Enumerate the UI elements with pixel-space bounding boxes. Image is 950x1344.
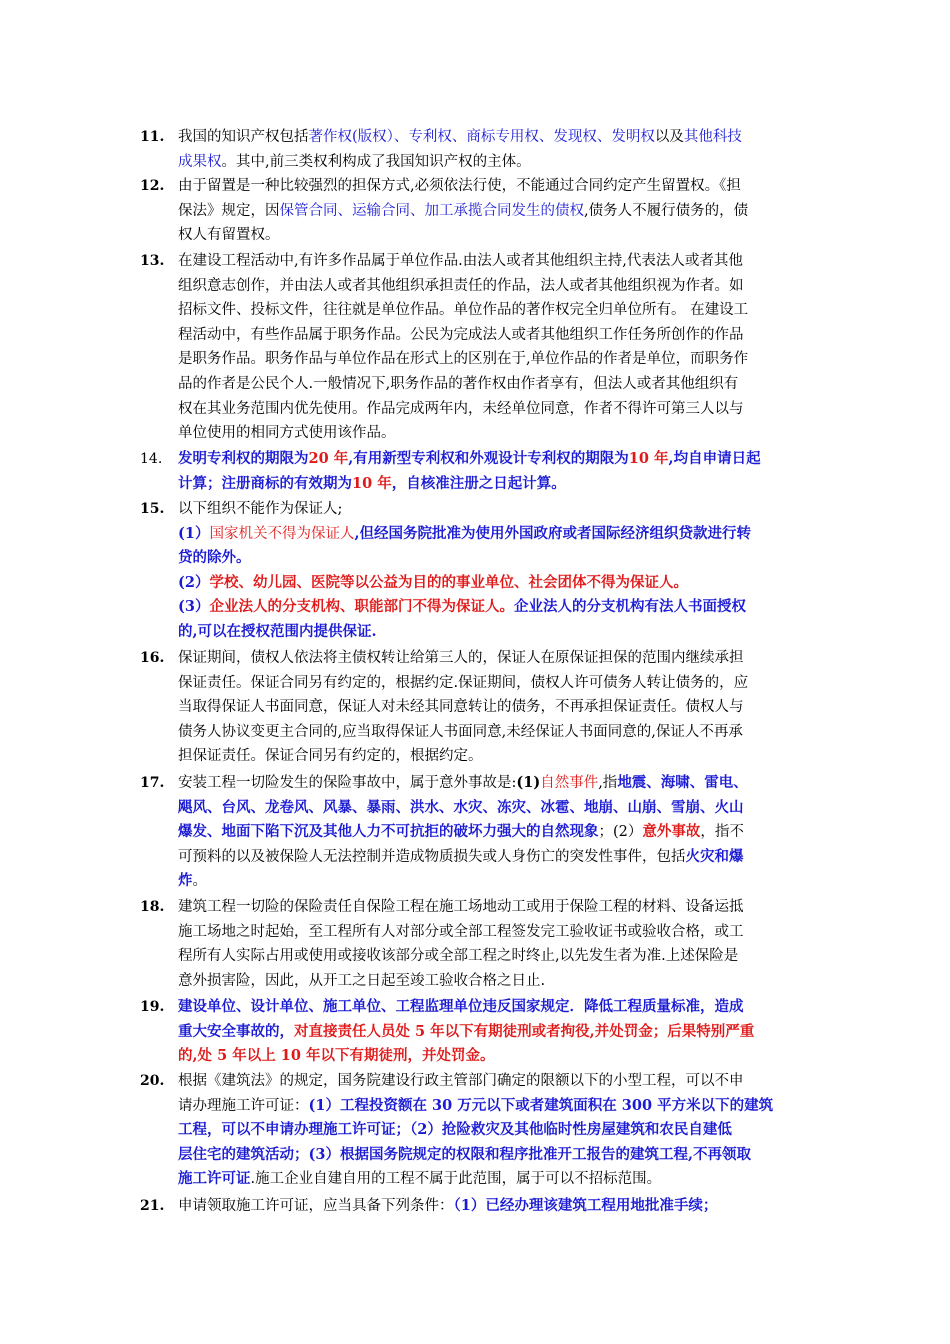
text-run: 施工场地之时起始，至工程所有人对部分或全部工程签发完工验收证书或验收合格，或工 — [178, 923, 744, 940]
text-line — [178, 1045, 495, 1067]
text-line — [178, 596, 746, 618]
text-run: 贷的除外。 — [178, 549, 251, 567]
text-run: 我国的知识产权包括 — [178, 129, 309, 145]
text-run: 飓风、台风、龙卷风、风暴、暴雨、洪水、水灾、冻灾、冰雹、地崩、山崩、雪崩、火山 — [178, 798, 744, 816]
text-run: .施工企业自建自用的工程不属于此范围，属于可以不招标范围。 — [250, 1171, 662, 1188]
text-line — [178, 448, 761, 470]
text-run: 以下组织不能作为保证人; — [178, 501, 343, 517]
text-line — [178, 721, 743, 743]
text-line — [178, 621, 377, 643]
text-line — [178, 1144, 751, 1166]
text-run: ，指不 — [700, 824, 744, 841]
text-run: 的,处 5 年以上 10 年以下有期徒刑，并处罚金。 — [178, 1047, 495, 1065]
text-run: 的,可以在授权范围内提供保证. — [178, 623, 377, 640]
text-run: ,但经国务院批准为使用外国政府或者国际经济组织贷款进行转 — [354, 524, 751, 542]
text-run: 发明专利权的期限为 — [178, 450, 309, 467]
text-run: 自然事件 — [540, 775, 599, 791]
text-run: 当取得保证人书面同意，保证人对未经其同意转让的债务，不再承担保证责任。债权人与 — [178, 699, 744, 716]
text-run: 保管合同、运输合同、加工承揽合同发生的债权 — [279, 202, 584, 219]
text-run: (1）工程投资额在 30 万元以下或者建筑面积在 300 平方米以下的建筑 — [308, 1096, 774, 1114]
text-run: 由于留置是一种比较强烈的担保方式,必须依法行使，不能通过合同约定产生留置权。《担 — [178, 178, 741, 194]
text-run: 成果权 — [178, 153, 222, 170]
text-run: ,均自申请日起 — [668, 450, 761, 467]
text-run: 是职务作品。职务作品与单位作品在形式上的区别在于,单位作品的作者是单位，而职务作 — [178, 351, 749, 368]
text-run: 工程，可以不申请办理施工许可证；（2）抢险救灾及其他临时性房屋建筑和农民自建低 — [178, 1121, 732, 1139]
text-run: 意外事故 — [642, 823, 701, 841]
text-line — [178, 772, 748, 794]
text-run: 炸 — [178, 872, 193, 890]
text-run: 保证责任。保证合同另有约定的，根据约定.保证期间，债权人许可债务人转让债务的，应 — [178, 674, 749, 691]
text-run: 程活动中，有些作品属于职务作品。公民为完成法人或者其他组织工作任务所创作的作品 — [178, 326, 744, 343]
text-run: 根据《建筑法》的规定，国务院建设行政主管部门确定的限额以下的小型工程，可以不申 — [178, 1073, 744, 1089]
text-line — [178, 970, 545, 992]
item-number: 15. — [140, 501, 165, 517]
item-number: 17. — [140, 775, 165, 791]
text-run: 10 年 — [628, 450, 669, 467]
text-line — [178, 547, 251, 569]
text-line — [178, 1195, 717, 1217]
text-run: 保证期间，债权人依法将主债权转让给第三人的，保证人在原保证担保的范围内继续承担 — [178, 650, 744, 666]
text-run: 计算；注册商标的有效期为 — [178, 474, 352, 492]
text-run: 可预料的以及被保险人无法控制并造成物质损失或人身伤亡的突发性事件，包括 — [178, 848, 686, 865]
text-line — [178, 523, 751, 545]
text-line — [178, 151, 531, 173]
text-run: 企业法人的分支机构、职能部门不得为保证人。 — [209, 598, 514, 616]
text-run: 以及 — [654, 129, 684, 145]
text-run: (3） — [178, 598, 210, 616]
text-run: 地震、海啸、雷电、 — [617, 774, 748, 791]
text-line — [178, 696, 744, 718]
text-line — [178, 921, 744, 943]
text-run: 施工许可证 — [178, 1170, 251, 1188]
text-line — [178, 275, 744, 297]
text-line — [178, 672, 748, 694]
text-run: 意外损害险，因此，从开工之日起至竣工验收合格之日止. — [178, 972, 546, 989]
item-number: 21. — [140, 1198, 165, 1214]
text-line — [178, 945, 738, 967]
text-line — [178, 1095, 773, 1117]
item-number: 13. — [140, 253, 165, 269]
text-run: ,指 — [598, 775, 618, 791]
text-line — [178, 1119, 732, 1141]
text-line — [178, 797, 744, 819]
text-run: 申请领取施工许可证，应当具备下列条件： — [178, 1198, 454, 1214]
text-line — [178, 373, 738, 395]
item-number: 11. — [140, 129, 165, 145]
text-run: 权在其业务范围内优先使用。作品完成两年内，未经单位同意，作者不得许可第三人以与 — [178, 400, 744, 417]
item-number: 20. — [140, 1073, 165, 1089]
text-run: ；(2） — [598, 824, 643, 841]
text-run: 建筑工程一切险的保险责任自保险工程在施工场地动工或用于保险工程的材料、设备运抵 — [178, 899, 744, 915]
text-line — [178, 498, 342, 520]
text-line — [178, 745, 483, 767]
text-run: 在建设工程活动中,有许多作品属于单位作品.由法人或者其他组织主持,代表法人或者其他 — [178, 253, 743, 269]
text-run: 单位使用的相同方式使用该作品。 — [178, 425, 396, 442]
text-line — [178, 398, 744, 420]
text-run: 组织意志创作，并由法人或者其他组织承担责任的作品，法人或者其他组织视为作者。如 — [178, 277, 744, 294]
text-run: 火灾和爆 — [685, 847, 744, 865]
text-run: ，自核准注册之日起计算。 — [391, 474, 566, 492]
text-run: 担保证责任。保证合同另有约定的，根据约定。 — [178, 748, 483, 765]
text-line — [178, 870, 207, 892]
text-line — [178, 1021, 754, 1043]
text-run: 程所有人实际占用或使用或接收该部分或全部工程之时终止,以先发生者为准.上述保险是 — [178, 948, 739, 965]
text-line — [178, 126, 742, 148]
text-line — [178, 175, 741, 197]
text-run: 著作权(版权）、专利权、商标专用权、发现权、发明权 — [308, 129, 655, 145]
item-number: 16. — [140, 650, 165, 666]
item-number: 19. — [140, 999, 165, 1015]
text-run: 对直接责任人员处 5 年以下有期徒刑或者拘役,并处罚金；后果特别严重 — [294, 1022, 755, 1040]
text-run: (2） — [178, 573, 210, 591]
text-line — [178, 896, 744, 918]
text-run: 学校、幼儿园、医院等以公益为目的的事业单位、社会团体不得为保证人。 — [209, 573, 688, 591]
text-line — [178, 250, 743, 272]
item-number: 18. — [140, 899, 165, 915]
text-run: ,有用新型专利权和外观设计专利权的期限为 — [348, 450, 629, 467]
text-line — [178, 996, 744, 1018]
text-line — [178, 299, 748, 321]
text-run: (1） — [178, 524, 210, 542]
text-line — [178, 821, 744, 843]
text-run: 20 年 — [308, 450, 349, 467]
text-run: 安装工程一切险发生的保险事故中，属于意外事故是: — [178, 775, 517, 791]
text-run: 请办理施工许可证： — [178, 1097, 309, 1114]
text-line — [178, 324, 744, 346]
item-number: 12. — [140, 178, 165, 194]
text-run: 债务人协议变更主合同的,应当取得保证人书面同意,未经保证人书面同意的,保证人不再承 — [178, 723, 743, 740]
text-run: 国家机关不得为保证人 — [209, 525, 355, 542]
text-line — [178, 846, 744, 868]
text-run: 品的作者是公民个人.一般情况下,职务作品的著作权由作者享有，但法人或者其他组织有 — [178, 376, 739, 392]
text-run: （1）已经办理该建筑工程用地批准手续； — [453, 1197, 718, 1214]
text-line — [178, 572, 688, 594]
text-run: 保法》规定，因 — [178, 202, 280, 219]
text-line — [178, 647, 744, 669]
text-line — [178, 473, 566, 495]
text-run: 企业法人的分支机构有法人书面授权 — [513, 598, 746, 616]
text-run: 10 年 — [352, 474, 392, 492]
text-line — [178, 200, 748, 222]
text-run: 层住宅的建筑活动；(3）根据国务院规定的权限和程序批准开工报告的建筑工程,不再领取 — [178, 1145, 751, 1163]
item-number: 14. — [140, 451, 163, 467]
text-line — [178, 1070, 744, 1092]
text-run: 权人有留置权。 — [178, 227, 280, 244]
text-line — [178, 224, 280, 246]
text-run: 建设单位、设计单位、施工单位、工程监理单位违反国家规定．降低工程质量标准，造成 — [178, 998, 744, 1015]
text-line — [178, 422, 396, 444]
text-line — [178, 1168, 661, 1190]
text-run: 。 — [192, 873, 207, 890]
text-run: 重大安全事故的， — [178, 1022, 294, 1040]
text-run: 爆发、地面下陷下沉及其他人力不可抗拒的破坏力强大的自然现象 — [178, 823, 599, 841]
text-run: 其他科技 — [683, 129, 742, 145]
text-run: ,债务人不履行债务的，债 — [584, 202, 749, 219]
text-run: 招标文件、投标文件，往往就是单位作品。单位作品的著作权完全归单位所有。 在建设工 — [178, 302, 749, 319]
text-line — [178, 348, 748, 370]
text-run: 。其中,前三类权利构成了我国知识产权的主体。 — [221, 153, 531, 170]
text-run: (1) — [516, 774, 541, 791]
